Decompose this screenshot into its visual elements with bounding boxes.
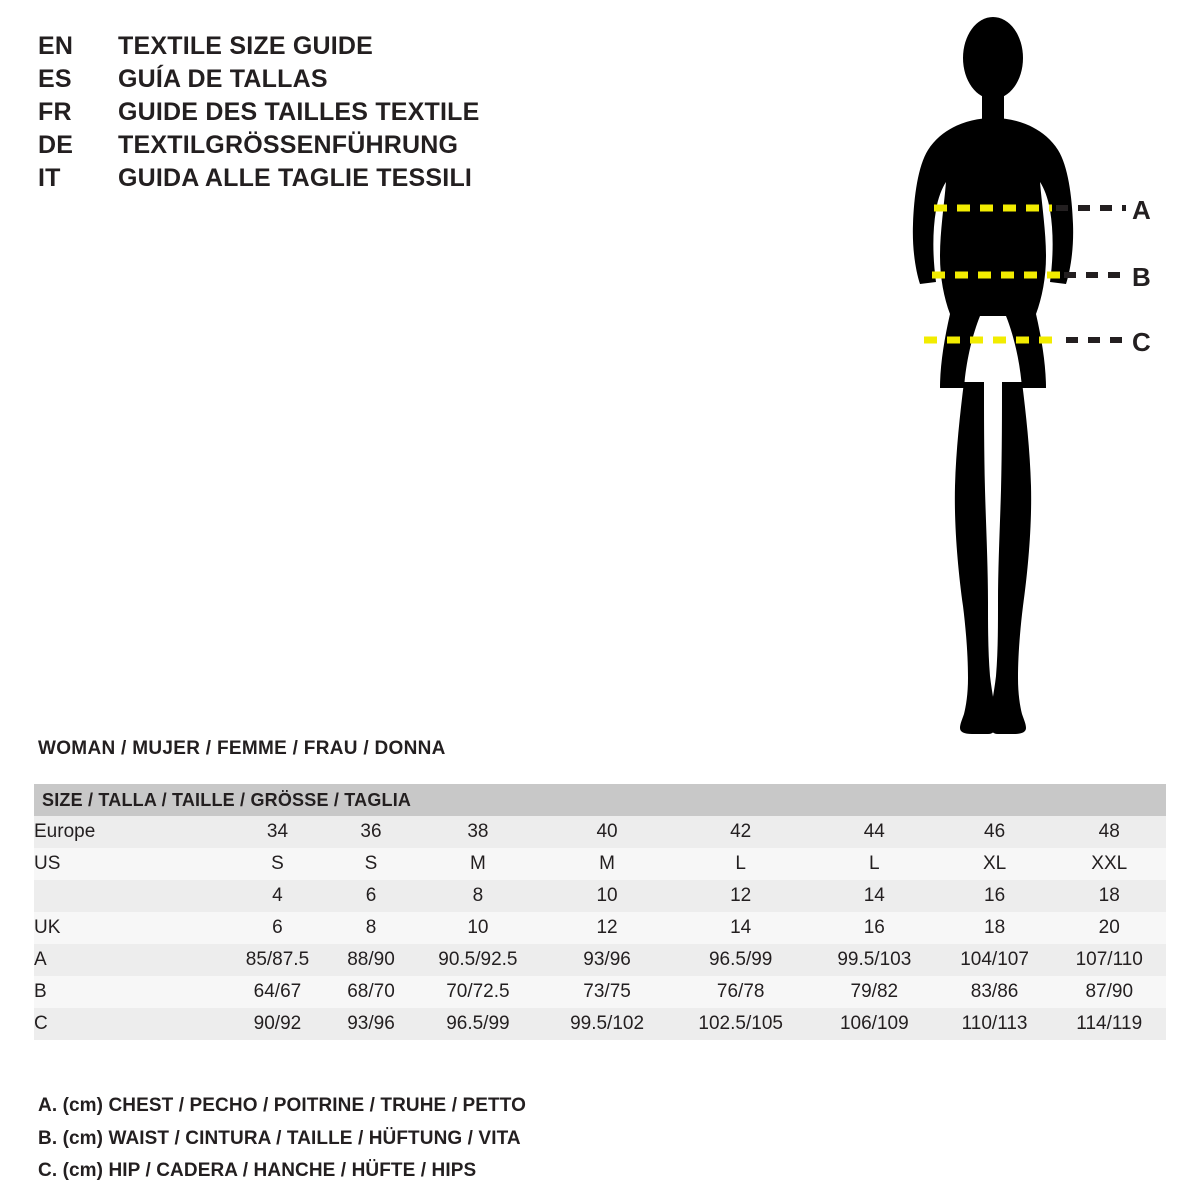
cell-b-6: 83/86	[937, 976, 1053, 1008]
cell-a-5: 99.5/103	[812, 944, 937, 976]
row-label-a: A	[34, 944, 224, 976]
cell-a-3: 93/96	[545, 944, 670, 976]
table-row	[34, 1008, 1166, 1040]
row-label-uk: UK	[34, 912, 224, 944]
title-lang-es: ES	[38, 65, 72, 93]
cell-us-7: XXL	[1052, 848, 1166, 880]
cell-a-2: 90.5/92.5	[411, 944, 545, 976]
cell-b-1: 68/70	[331, 976, 411, 1008]
title-row-fr	[38, 96, 678, 129]
title-row-en	[38, 30, 678, 63]
row-label-c: C	[34, 1008, 224, 1040]
cell-usnum-7: 18	[1052, 880, 1166, 912]
cell-b-7: 87/90	[1052, 976, 1166, 1008]
size-table	[34, 784, 1166, 1040]
row-label-us: US	[34, 848, 224, 880]
title-text-en: TEXTILE SIZE GUIDE	[118, 32, 374, 60]
cell-b-3: 73/75	[545, 976, 670, 1008]
table-row	[34, 976, 1166, 1008]
section-heading: WOMAN / MUJER / FEMME / FRAU / DONNA	[38, 738, 446, 759]
cell-a-7: 107/110	[1052, 944, 1166, 976]
table-header-label: SIZE / TALLA / TAILLE / GRÖSSE / TAGLIA	[34, 784, 1166, 816]
cell-europe-6: 46	[937, 816, 1053, 848]
cell-c-0: 90/92	[224, 1008, 331, 1040]
cell-us-4: L	[669, 848, 812, 880]
cell-usnum-3: 10	[545, 880, 670, 912]
cell-usnum-1: 6	[331, 880, 411, 912]
cell-uk-7: 20	[1052, 912, 1166, 944]
footnote-b: B. (cm) WAIST / CINTURA / TAILLE / HÜFTUNG / VITA	[38, 1127, 521, 1149]
cell-us-0: S	[224, 848, 331, 880]
table-row	[34, 880, 1166, 912]
table-row	[34, 912, 1166, 944]
title-text-it: GUIDA ALLE TAGLIE TESSILI	[118, 164, 473, 192]
cell-europe-3: 40	[545, 816, 670, 848]
cell-europe-2: 38	[411, 816, 545, 848]
footnotes	[38, 1090, 938, 1188]
marker-label-c: C	[1132, 327, 1151, 357]
cell-us-6: XL	[937, 848, 1053, 880]
title-lang-it: IT	[38, 164, 61, 192]
cell-europe-4: 42	[669, 816, 812, 848]
cell-a-1: 88/90	[331, 944, 411, 976]
title-text-es: GUÍA DE TALLAS	[118, 65, 328, 93]
cell-us-3: M	[545, 848, 670, 880]
cell-a-0: 85/87.5	[224, 944, 331, 976]
title-lang-de: DE	[38, 131, 74, 159]
cell-c-3: 99.5/102	[545, 1008, 670, 1040]
cell-europe-5: 44	[812, 816, 937, 848]
cell-b-4: 76/78	[669, 976, 812, 1008]
cell-b-0: 64/67	[224, 976, 331, 1008]
cell-c-1: 93/96	[331, 1008, 411, 1040]
cell-b-5: 79/82	[812, 976, 937, 1008]
cell-c-4: 102.5/105	[669, 1008, 812, 1040]
title-text-fr: GUIDE DES TAILLES TEXTILE	[118, 98, 480, 126]
cell-us-1: S	[331, 848, 411, 880]
cell-uk-4: 14	[669, 912, 812, 944]
cell-europe-1: 36	[331, 816, 411, 848]
row-label-b: B	[34, 976, 224, 1008]
cell-usnum-4: 12	[669, 880, 812, 912]
title-lang-fr: FR	[38, 98, 72, 126]
title-row-es	[38, 63, 678, 96]
footnote-c: C. (cm) HIP / CADERA / HANCHE / HÜFTE / HIPS	[38, 1160, 477, 1182]
measurement-figure	[860, 10, 1190, 750]
cell-uk-1: 8	[331, 912, 411, 944]
cell-uk-6: 18	[937, 912, 1053, 944]
table-row	[34, 816, 1166, 848]
cell-us-2: M	[411, 848, 545, 880]
marker-label-a: A	[1132, 195, 1151, 225]
cell-usnum-2: 8	[411, 880, 545, 912]
table-header-row	[34, 784, 1166, 816]
cell-usnum-5: 14	[812, 880, 937, 912]
cell-c-2: 96.5/99	[411, 1008, 545, 1040]
marker-label-b: B	[1132, 262, 1151, 292]
row-label-us-numeric	[34, 880, 224, 912]
cell-usnum-6: 16	[937, 880, 1053, 912]
cell-c-6: 110/113	[937, 1008, 1053, 1040]
cell-a-6: 104/107	[937, 944, 1053, 976]
cell-c-7: 114/119	[1052, 1008, 1166, 1040]
cell-uk-0: 6	[224, 912, 331, 944]
row-label-europe: Europe	[34, 816, 224, 848]
title-row-it	[38, 162, 678, 195]
cell-uk-5: 16	[812, 912, 937, 944]
title-lang-en: EN	[38, 32, 74, 60]
cell-usnum-0: 4	[224, 880, 331, 912]
cell-c-5: 106/109	[812, 1008, 937, 1040]
title-text-de: TEXTILGRÖSSENFÜHRUNG	[118, 131, 459, 159]
table-row	[34, 944, 1166, 976]
title-block	[38, 30, 678, 195]
female-silhouette-icon	[860, 10, 1190, 750]
table-row	[34, 848, 1166, 880]
cell-uk-3: 12	[545, 912, 670, 944]
cell-europe-7: 48	[1052, 816, 1166, 848]
cell-a-4: 96.5/99	[669, 944, 812, 976]
footnote-a: A. (cm) CHEST / PECHO / POITRINE / TRUHE / PETTO	[38, 1095, 526, 1116]
cell-europe-0: 34	[224, 816, 331, 848]
title-row-de	[38, 129, 678, 162]
cell-b-2: 70/72.5	[411, 976, 545, 1008]
cell-uk-2: 10	[411, 912, 545, 944]
cell-us-5: L	[812, 848, 937, 880]
